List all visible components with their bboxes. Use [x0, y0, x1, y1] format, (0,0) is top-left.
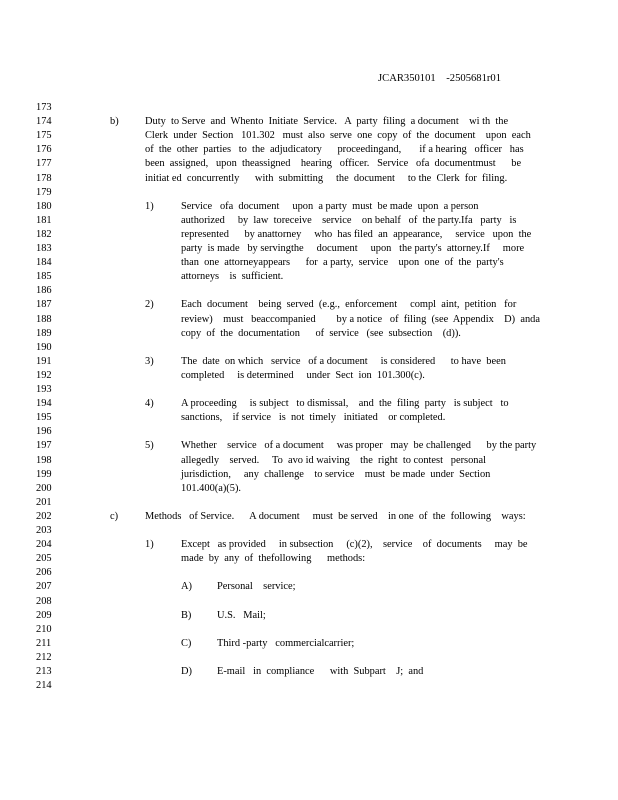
line-number: 192 [36, 369, 52, 381]
document-line [0, 298, 618, 312]
paragraph-label: 4) [145, 398, 154, 410]
paragraph-label: D) [181, 666, 192, 677]
paragraph-label: 5) [145, 440, 154, 452]
line-number: 176 [36, 144, 52, 156]
line-number: 199 [36, 468, 52, 480]
line-number: 174 [36, 116, 52, 128]
paragraph-text: of the other parties to the adjudicatory proceedingand, if a hearing officer has [145, 144, 524, 156]
document-line [0, 284, 618, 298]
paragraph-text: attorneys is sufficient. [181, 271, 284, 283]
document-line [0, 482, 618, 496]
document-line [0, 454, 618, 468]
paragraph-label: 1) [145, 539, 154, 551]
line-number: 183 [36, 243, 52, 254]
document-line [0, 383, 618, 397]
line-number: 201 [36, 496, 52, 508]
line-number: 203 [36, 525, 52, 536]
line-number: 209 [36, 609, 52, 621]
document-line [0, 172, 618, 186]
paragraph-text: initiat ed concurrently with submitting the document to the Clerk for filing. [145, 172, 508, 184]
document-line [0, 496, 618, 510]
paragraph-text: E-mail in compliance with Subpart J; and [217, 666, 424, 677]
line-number: 178 [36, 172, 52, 184]
line-number: 173 [36, 102, 52, 113]
line-number: 191 [36, 355, 52, 367]
paragraph-label: B) [181, 609, 192, 621]
line-number: 195 [36, 412, 52, 424]
line-number: 200 [36, 482, 52, 494]
paragraph-text: Duty to Serve and Whento Initiate Service. A party filing a document wi th the [145, 116, 509, 128]
document-line [0, 510, 618, 524]
line-number: 182 [36, 228, 52, 240]
line-number: 177 [36, 158, 52, 170]
document-line [0, 242, 618, 256]
paragraph-text: sanctions, if service is not timely initiated or completed. [181, 412, 446, 424]
line-number: 205 [36, 553, 52, 565]
line-number: 210 [36, 623, 52, 635]
line-number: 188 [36, 313, 52, 325]
document-line [0, 200, 618, 214]
document-line [0, 214, 618, 228]
document-line [0, 468, 618, 482]
line-number: 180 [36, 200, 52, 212]
line-number: 193 [36, 384, 52, 395]
paragraph-label: 2) [145, 299, 154, 311]
paragraph-text: represented by anattorney who has filed an appearance, service upon the [181, 228, 532, 240]
paragraph-text: A proceeding is subject to dismissal, and the filing party is subject to [181, 398, 509, 410]
paragraph-label: 3) [145, 355, 154, 367]
document-line [0, 411, 618, 425]
paragraph-label: A) [181, 581, 192, 593]
document-line [0, 552, 618, 566]
document-line [0, 186, 618, 200]
line-number: 214 [36, 680, 52, 692]
document-line [0, 623, 618, 637]
paragraph-text: than one attorneyappears for a party, service upon one of the party's [181, 257, 504, 269]
line-number: 202 [36, 510, 52, 522]
document-line [0, 566, 618, 580]
document-line [0, 425, 618, 439]
paragraph-text: copy of the documentation of service (see subsection (d)). [181, 327, 461, 339]
document-line [0, 228, 618, 242]
document-line [0, 679, 618, 693]
line-number: 198 [36, 454, 52, 466]
document-line [0, 651, 618, 665]
paragraph-text: Except as provided in subsection (c)(2), service of documents may be [181, 539, 528, 551]
paragraph-text: review) must beaccompanied by a notice of filing (see Appendix D) anda [181, 313, 540, 325]
document-line [0, 256, 618, 270]
document-line [0, 637, 618, 651]
paragraph-text: Each document being served (e.g., enforcement compl aint, petition for [181, 299, 517, 311]
document-line [0, 369, 618, 383]
line-number: 206 [36, 567, 52, 579]
paragraph-text: completed is determined under Sect ion 101.300(c). [181, 369, 425, 381]
paragraph-text: 101.400(a)(5). [181, 482, 242, 494]
document-line [0, 580, 618, 594]
paragraph-label: c) [110, 510, 119, 522]
paragraph-text: U.S. Mail; [217, 609, 266, 621]
document-line [0, 439, 618, 453]
paragraph-text: allegedly served. To avo id waiving the right to contest personal [181, 454, 486, 466]
paragraph-text: The date on which service of a document is considered to have been [181, 355, 506, 367]
line-number: 207 [36, 581, 52, 593]
paragraph-text: Whether service of a document was proper may be challenged by the party [181, 440, 537, 452]
line-number: 190 [36, 341, 52, 353]
document-line [0, 397, 618, 411]
line-number: 196 [36, 426, 52, 438]
document-line [0, 157, 618, 171]
paragraph-text: authorized by law toreceive service on behalf of the party.Ifa party is [181, 214, 517, 226]
document-line [0, 270, 618, 284]
document-line [0, 355, 618, 369]
document-line [0, 101, 618, 115]
paragraph-label: b) [110, 116, 119, 128]
paragraph-text: jurisdiction, any challenge to service must be made under Section [181, 468, 491, 480]
line-number: 175 [36, 130, 52, 142]
document-line [0, 665, 618, 679]
line-number: 204 [36, 539, 52, 551]
document-line [0, 341, 618, 355]
paragraph-label: C) [181, 637, 192, 649]
line-number: 197 [36, 440, 52, 452]
document-line [0, 595, 618, 609]
line-number: 186 [36, 285, 52, 297]
paragraph-text: Service ofa document upon a party must be made upon a person [181, 200, 479, 212]
paragraph-text: Clerk under Section 101.302 must also serve one copy of the document upon each [145, 130, 531, 142]
document-line [0, 129, 618, 143]
line-number: 211 [36, 637, 52, 649]
line-number: 179 [36, 186, 52, 198]
document-line [0, 143, 618, 157]
line-number: 184 [36, 257, 52, 269]
document-line [0, 313, 618, 327]
document-line [0, 538, 618, 552]
line-number: 212 [36, 651, 52, 663]
line-number: 187 [36, 299, 52, 311]
line-number: 185 [36, 271, 52, 283]
line-number: 213 [36, 666, 52, 677]
document-line [0, 524, 618, 538]
paragraph-text: party is made by servingthe document upon the party's attorney.If more [181, 243, 525, 254]
paragraph-text: Methods of Service. A document must be served in one of the following ways: [145, 510, 526, 522]
line-number: 208 [36, 595, 52, 607]
paragraph-text: made by any of thefollowing methods: [181, 553, 366, 565]
paragraph-label: 1) [145, 200, 154, 212]
paragraph-text: been assigned, upon theassigned hearing officer. Service ofa documentmust be [145, 158, 522, 170]
line-number: 189 [36, 327, 52, 339]
document-line [0, 609, 618, 623]
document-line [0, 115, 618, 129]
line-number: 194 [36, 398, 52, 410]
paragraph-text: Personal service; [217, 581, 296, 593]
document-line [0, 327, 618, 341]
document-header-id: JCAR350101 -2505681r01 [378, 73, 502, 84]
line-number: 181 [36, 214, 52, 226]
paragraph-text: Third -party commercialcarrier; [217, 637, 355, 649]
